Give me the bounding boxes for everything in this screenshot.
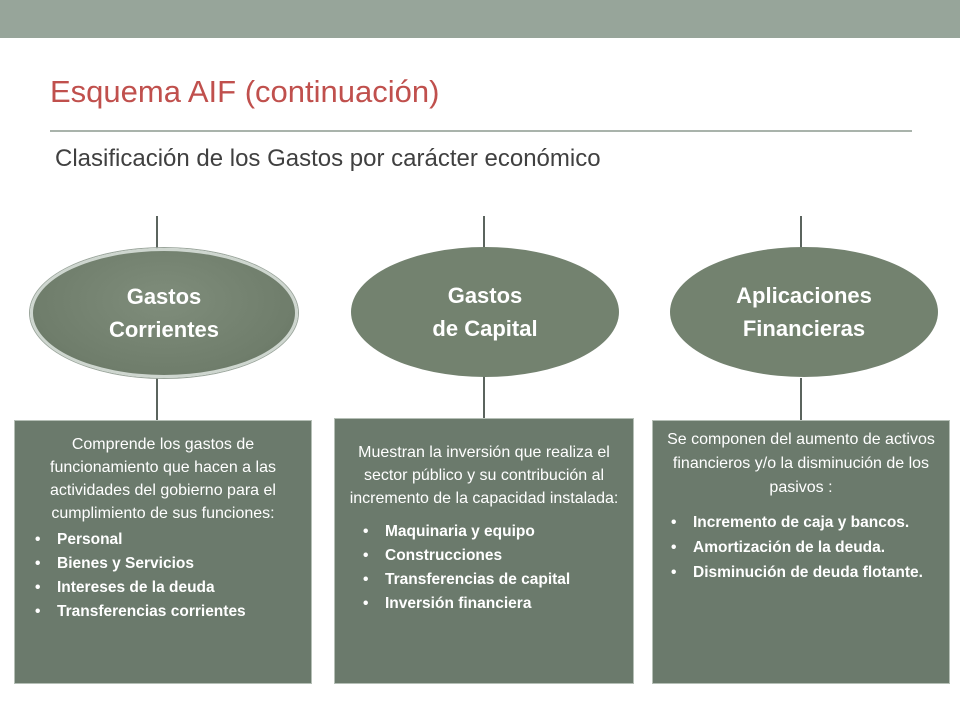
box-aplicaciones-financieras xyxy=(652,420,950,684)
list-item: • Amortización de la deuda. xyxy=(663,535,939,560)
item-list xyxy=(663,510,939,585)
node-gastos-corrientes xyxy=(30,248,298,378)
top-bar xyxy=(0,0,960,38)
list-item: • Disminución de deuda flotante. xyxy=(663,560,939,585)
list-item: • Personal xyxy=(27,528,299,552)
node-aplicaciones-financieras xyxy=(670,247,938,377)
item-list xyxy=(355,520,621,616)
list-item: • Bienes y Servicios xyxy=(27,552,299,576)
list-item: • Incremento de caja y bancos. xyxy=(663,510,939,535)
box-gastos-de-capital xyxy=(334,418,634,684)
connector-bottom-2 xyxy=(483,376,485,418)
slide-subtitle: Clasificación de los Gastos por carácter económico xyxy=(55,145,601,172)
node-gastos-de-capital xyxy=(351,247,619,377)
list-item: • Transferencias corrientes xyxy=(27,600,299,624)
title-divider xyxy=(50,130,912,132)
node-heading-line2: Corrientes xyxy=(108,317,220,342)
list-item: • Inversión financiera xyxy=(355,592,621,616)
node-heading-line1: Gastos xyxy=(126,284,202,309)
item-list xyxy=(27,528,299,624)
node-heading-line1: Aplicaciones xyxy=(736,283,872,308)
connector-top-3 xyxy=(800,216,802,250)
box-description: Comprende los gastos de funcionamiento que hacen a las actividades del gobierno para el cumplimiento de sus funciones: xyxy=(50,436,276,522)
list-item: • Construcciones xyxy=(355,544,621,568)
slide-title: Esquema AIF (continuación) xyxy=(50,74,440,109)
list-item: • Maquinaria y equipo xyxy=(355,520,621,544)
connector-bottom-3 xyxy=(800,378,802,420)
node-heading-line2: de Capital xyxy=(432,316,538,341)
connector-bottom-1 xyxy=(156,378,158,420)
connector-top-1 xyxy=(156,216,158,250)
box-gastos-corrientes xyxy=(14,420,312,684)
list-item: • Transferencias de capital xyxy=(355,568,621,592)
connector-top-2 xyxy=(483,216,485,250)
node-heading-line2: Financieras xyxy=(742,316,866,341)
box-description: Muestran la inversión que realiza el sector público y su contribución al incremento de la capacidad instalada: xyxy=(349,444,619,507)
box-description: Se componen del aumento de activos financieros y/o la disminución de los pasivos : xyxy=(667,431,935,496)
node-heading-line1: Gastos xyxy=(447,283,523,308)
list-item: • Intereses de la deuda xyxy=(27,576,299,600)
